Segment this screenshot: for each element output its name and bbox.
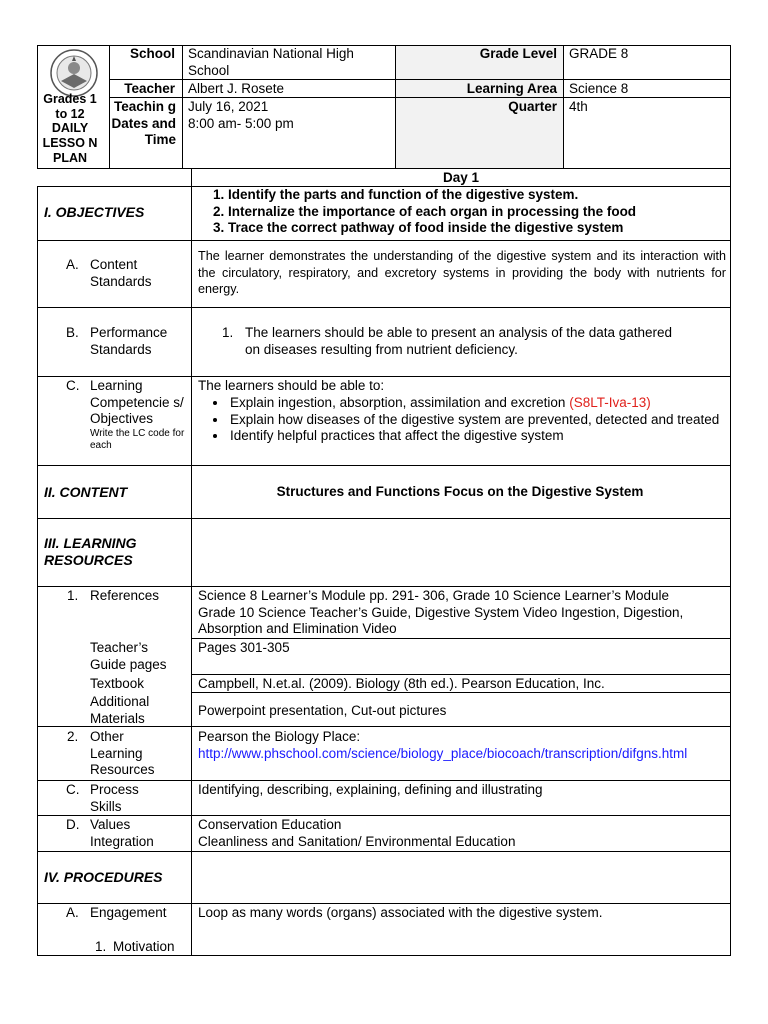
values-line2: Cleanliness and Sanitation/ Environmental Education: [198, 834, 516, 849]
school-label: School: [129, 46, 175, 61]
references-label: References: [90, 588, 160, 603]
additional-label: Additional Materials: [90, 694, 150, 726]
teacher-label: Teacher: [124, 81, 175, 96]
performance-text: The learners should be able to present an analysis of the data gathered on diseases resulting from nutrient deficiency.: [245, 325, 673, 357]
teacher-value: Albert J. Rosete: [188, 81, 285, 96]
other-num: 2.: [67, 729, 79, 744]
additional-text: Powerpoint presentation, Cut-out pictures: [198, 703, 447, 718]
teachers-guide-label: Teacher’s Guide pages: [90, 640, 167, 672]
process-label: Process Skills: [90, 782, 139, 814]
performance-label: Performance Standards: [90, 325, 168, 357]
deped-seal-icon: [49, 48, 99, 98]
engagement-sub-label: Motivation: [113, 939, 175, 954]
competency-item: • Explain how diseases of the digestive system are prevented, detected and treated: [228, 412, 726, 429]
competency-item: • Explain ingestion, absorption, assimilation and excretion (S8LT-Iva-13): [228, 395, 726, 412]
grade-level-label: Grade Level: [479, 46, 557, 61]
objective-item: 2. Internalize the importance of each organ in processing the food: [228, 204, 728, 221]
day-label: Day 1: [191, 168, 731, 187]
other-resource-link[interactable]: http://www.phschool.com/science/biology_place/biocoach/transcription/difgns.html: [198, 746, 688, 761]
content-text: Structures and Functions Focus on the Digestive System: [276, 484, 644, 499]
performance-letter: B.: [66, 325, 79, 340]
competency-code: (S8LT-Iva-13): [569, 395, 651, 410]
school-value: Scandinavian National High School: [188, 46, 354, 78]
process-letter: C.: [66, 782, 80, 797]
textbook-label: Textbook: [90, 676, 145, 691]
dates-value-line1: July 16, 2021: [188, 99, 269, 114]
values-label: Values Integration: [90, 817, 154, 849]
quarter-label: Quarter: [508, 99, 557, 114]
objectives-list: [192, 187, 728, 237]
content-label: II. CONTENT: [44, 484, 128, 500]
engagement-label: Engagement: [90, 905, 167, 920]
references-text: Science 8 Learner’s Module pp. 291- 306, Grade 10 Science Learner’s Module Grade 10 Science Teacher’s Guide, Digestive System Video Ingestion, Digestion, Absorption and Elimination Video: [198, 588, 684, 636]
engagement-sub-num: 1.: [95, 939, 107, 954]
textbook-text: Campbell, N.et.al. (2009). Biology (8th ed.). Pearson Education, Inc.: [198, 676, 605, 691]
dates-label: Teachin g Dates and Time: [111, 99, 176, 147]
competencies-label: Learning Competencie s/ Objectives: [90, 378, 184, 426]
content-standards-letter: A.: [66, 257, 79, 272]
teachers-guide-text: Pages 301-305: [198, 640, 290, 655]
seal-cell: [37, 45, 110, 169]
grade-level-value: GRADE 8: [569, 46, 629, 61]
engagement-text: Loop as many words (organs) associated with the digestive system.: [198, 905, 603, 920]
references-num: 1.: [67, 588, 79, 603]
competencies-note: Write the LC code for each: [90, 428, 185, 451]
process-text: Identifying, describing, explaining, defining and illustrating: [198, 782, 543, 797]
engagement-letter: A.: [66, 905, 79, 920]
other-label: Other Learning Resources: [90, 729, 155, 777]
procedures-label: IV. PROCEDURES: [44, 869, 163, 885]
values-line1: Conservation Education: [198, 817, 342, 832]
learning-area-value: Science 8: [569, 81, 629, 96]
other-text: Pearson the Biology Place:: [198, 729, 361, 744]
competencies-intro: The learners should be able to:: [198, 378, 385, 393]
objective-item: 3. Trace the correct pathway of food inside the digestive system: [228, 220, 728, 237]
competencies-list: [198, 395, 726, 445]
values-letter: D.: [66, 817, 80, 832]
content-standards-label: Content Standards: [90, 257, 152, 289]
performance-number: 1.: [222, 325, 234, 340]
content-standards-text: The learner demonstrates the understanding of the digestive system and its interaction with the circulatory, respiratory, and excretory systems in providing the body with nutrients for energy.: [198, 249, 726, 296]
objective-item: 1. Identify the parts and function of the digestive system.: [228, 187, 728, 204]
learning-area-label: Learning Area: [466, 81, 557, 96]
quarter-value: 4th: [569, 99, 588, 114]
resources-label: III. LEARNING RESOURCES: [44, 535, 137, 568]
objectives-label: I. OBJECTIVES: [44, 204, 145, 220]
dates-value-line2: 8:00 am- 5:00 pm: [188, 116, 294, 131]
competency-item: • Identify helpful practices that affect the digestive system: [228, 428, 726, 445]
competencies-letter: C.: [66, 378, 80, 393]
grades-label: Grades 1 to 12 DAILY LESSO N PLAN: [42, 92, 98, 165]
